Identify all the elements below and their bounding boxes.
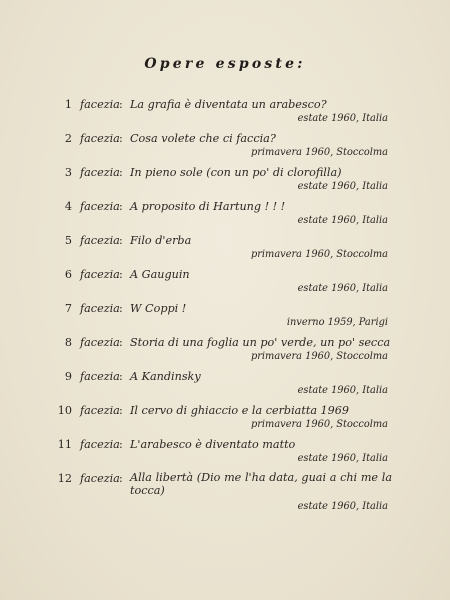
- entry-separator: :: [119, 302, 123, 315]
- entry-date-place: primavera 1960, Stoccolma: [250, 419, 388, 430]
- list-item: [0, 97, 450, 131]
- entry-separator: :: [119, 336, 123, 349]
- entry-kind: facezia: [80, 268, 120, 281]
- entry-separator: :: [119, 234, 123, 247]
- entry-date-place: estate 1960, Italia: [297, 453, 388, 464]
- entry-kind: facezia: [80, 98, 120, 111]
- entry-number: 10: [57, 404, 72, 417]
- works-list: [0, 97, 450, 518]
- entry-title: La grafia è diventata un arabesco?: [130, 98, 327, 111]
- entry-title: W Coppi !: [130, 302, 187, 315]
- entry-title: Storia di una foglia un po' verde, un po' secca: [130, 336, 391, 349]
- entry-separator: :: [119, 438, 123, 451]
- entry-separator: :: [119, 98, 123, 111]
- list-item: [0, 301, 450, 335]
- list-item: [0, 403, 450, 437]
- list-item: [0, 267, 450, 301]
- entry-date-place: primavera 1960, Stoccolma: [250, 351, 388, 362]
- page-title: Opere esposte:: [144, 56, 306, 72]
- entry-kind: facezia: [80, 404, 120, 417]
- entry-kind: facezia: [80, 166, 120, 179]
- entry-kind: facezia: [80, 132, 120, 145]
- entry-number: 6: [64, 268, 72, 281]
- entry-date-place: estate 1960, Italia: [297, 283, 388, 294]
- entry-date-place: primavera 1960, Stoccolma: [250, 147, 388, 158]
- entry-number: 2: [64, 132, 72, 145]
- entry-number: 12: [57, 472, 72, 485]
- entry-kind: facezia: [80, 302, 120, 315]
- entry-title: Cosa volete che ci faccia?: [130, 132, 276, 145]
- entry-title: In pieno sole (con un po' di clorofilla): [130, 166, 342, 179]
- entry-title: Alla libertà (Dio me l'ha data, guai a chi me la tocca): [130, 471, 392, 497]
- entry-title: Filo d'erba: [130, 234, 192, 247]
- entry-number: 5: [64, 234, 72, 247]
- entry-separator: :: [119, 472, 123, 485]
- entry-kind: facezia: [80, 234, 120, 247]
- entry-number: 11: [57, 438, 72, 451]
- entry-date-place: estate 1960, Italia: [297, 113, 388, 124]
- entry-separator: :: [119, 166, 123, 179]
- list-item: [0, 335, 450, 369]
- entry-kind: facezia: [80, 438, 120, 451]
- list-item: [0, 131, 450, 165]
- entry-kind: facezia: [80, 472, 120, 485]
- entry-title: Il cervo di ghiaccio e la cerbiatta 1969: [130, 404, 350, 417]
- entry-kind: facezia: [80, 370, 120, 383]
- list-item: [0, 471, 450, 518]
- entry-separator: :: [119, 370, 123, 383]
- entry-kind: facezia: [80, 336, 120, 349]
- list-item: [0, 369, 450, 403]
- entry-title: A Gauguin: [130, 268, 190, 281]
- entry-kind: facezia: [80, 200, 120, 213]
- entry-date-place: primavera 1960, Stoccolma: [250, 249, 388, 260]
- list-item: [0, 165, 450, 199]
- list-item: [0, 233, 450, 267]
- entry-number: 4: [64, 200, 72, 213]
- list-item: [0, 437, 450, 471]
- entry-date-place: inverno 1959, Parigi: [286, 317, 388, 328]
- entry-date-place: estate 1960, Italia: [297, 385, 388, 396]
- entry-date-place: estate 1960, Italia: [297, 215, 388, 226]
- entry-number: 3: [64, 166, 72, 179]
- entry-separator: :: [119, 132, 123, 145]
- entry-date-place: estate 1960, Italia: [297, 501, 388, 512]
- entry-separator: :: [119, 200, 123, 213]
- entry-title: A Kandinsky: [130, 370, 201, 383]
- entry-number: 1: [64, 98, 72, 111]
- entry-title: A proposito di Hartung ! ! !: [130, 200, 286, 213]
- entry-number: 8: [64, 336, 72, 349]
- entry-separator: :: [119, 404, 123, 417]
- entry-number: 7: [64, 302, 72, 315]
- entry-separator: :: [119, 268, 123, 281]
- entry-number: 9: [64, 370, 72, 383]
- list-item: [0, 199, 450, 233]
- entry-date-place: estate 1960, Italia: [297, 181, 388, 192]
- entry-title: L'arabesco è diventato matto: [130, 438, 296, 451]
